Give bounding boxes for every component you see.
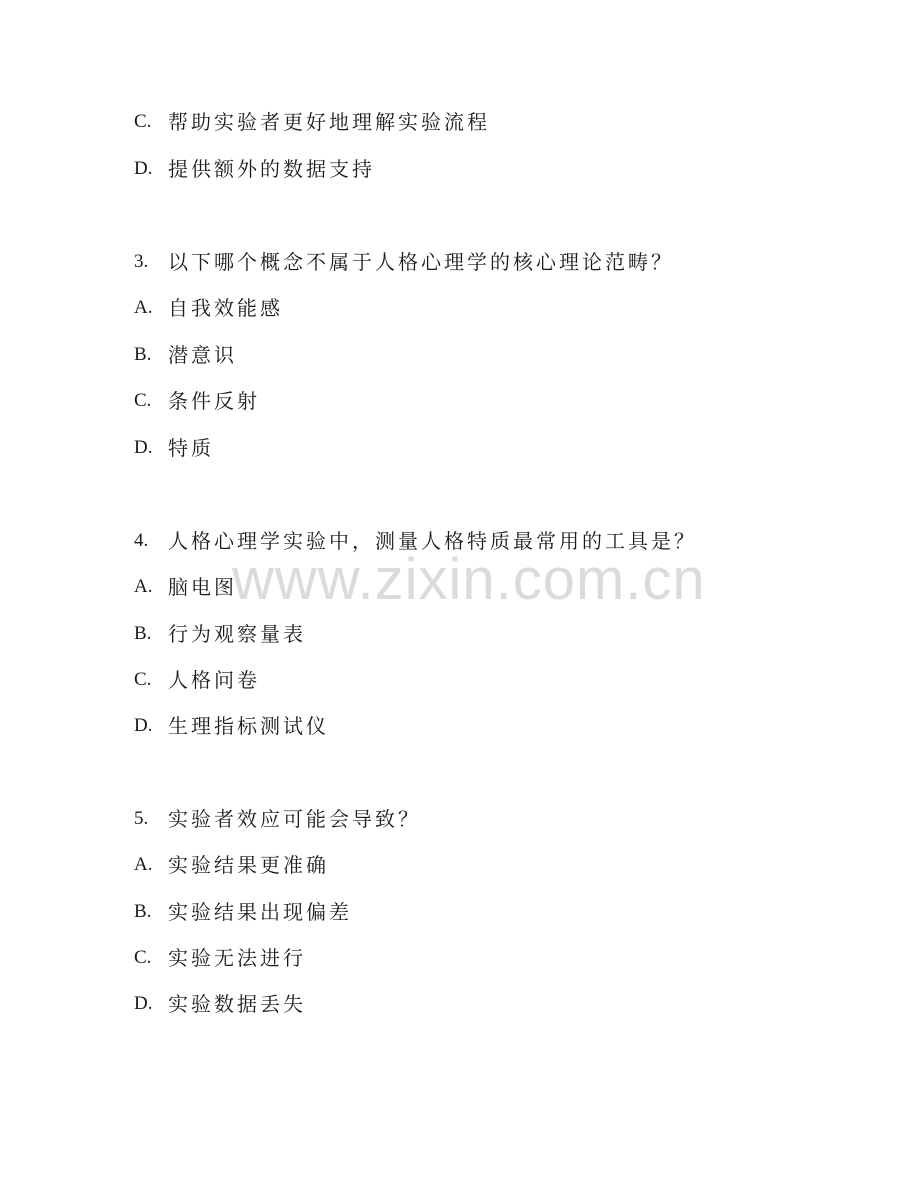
option-label: A. <box>134 854 153 875</box>
option-text: 生理指标测试仪 <box>168 714 329 738</box>
q3-question <box>134 248 674 276</box>
q2-option-c <box>134 108 490 136</box>
question-number: 4. <box>134 530 149 551</box>
q4-question <box>134 527 697 555</box>
option-label: B. <box>134 623 152 644</box>
watermark: www.zixin.com.cn <box>232 547 706 612</box>
question-number: 3. <box>134 251 149 272</box>
option-label: A. <box>134 297 153 318</box>
q3-option-b <box>134 341 237 369</box>
option-label: B. <box>134 344 152 365</box>
option-text: 人格问卷 <box>168 668 260 692</box>
q4-option-c <box>134 666 260 694</box>
q3-option-d <box>134 434 214 462</box>
option-text: 实验结果更准确 <box>168 853 329 877</box>
q5-option-a <box>134 851 329 879</box>
q4-option-a <box>134 573 237 601</box>
option-text: 脑电图 <box>168 575 237 599</box>
q4-option-d <box>134 712 329 740</box>
option-text: 潜意识 <box>168 343 237 367</box>
option-label: D. <box>134 437 153 458</box>
option-label: C. <box>134 947 152 968</box>
question-text: 实验者效应可能会导致？ <box>168 807 421 831</box>
question-text: 人格心理学实验中，测量人格特质最常用的工具是？ <box>168 529 697 553</box>
q5-option-c <box>134 944 306 972</box>
question-number: 5. <box>134 808 149 829</box>
q4-option-b <box>134 620 306 648</box>
option-text: 行为观察量表 <box>168 622 306 646</box>
option-text: 自我效能感 <box>168 296 283 320</box>
option-label: C. <box>134 111 152 132</box>
option-label: D. <box>134 158 153 179</box>
option-label: C. <box>134 669 152 690</box>
q2-option-d <box>134 155 375 183</box>
q5-option-b <box>134 898 352 926</box>
q5-option-d <box>134 990 306 1018</box>
q3-option-a <box>134 294 283 322</box>
option-label: D. <box>134 715 153 736</box>
option-label: A. <box>134 576 153 597</box>
option-text: 条件反射 <box>168 389 260 413</box>
option-text: 实验结果出现偏差 <box>168 900 352 924</box>
option-label: D. <box>134 993 153 1014</box>
q3-option-c <box>134 387 260 415</box>
question-text: 以下哪个概念不属于人格心理学的核心理论范畴？ <box>168 250 674 274</box>
option-text: 实验无法进行 <box>168 946 306 970</box>
option-text: 帮助实验者更好地理解实验流程 <box>168 110 490 134</box>
option-label: B. <box>134 901 152 922</box>
option-text: 提供额外的数据支持 <box>168 157 375 181</box>
option-text: 特质 <box>168 436 214 460</box>
option-label: C. <box>134 390 152 411</box>
q5-question <box>134 805 421 833</box>
option-text: 实验数据丢失 <box>168 992 306 1016</box>
